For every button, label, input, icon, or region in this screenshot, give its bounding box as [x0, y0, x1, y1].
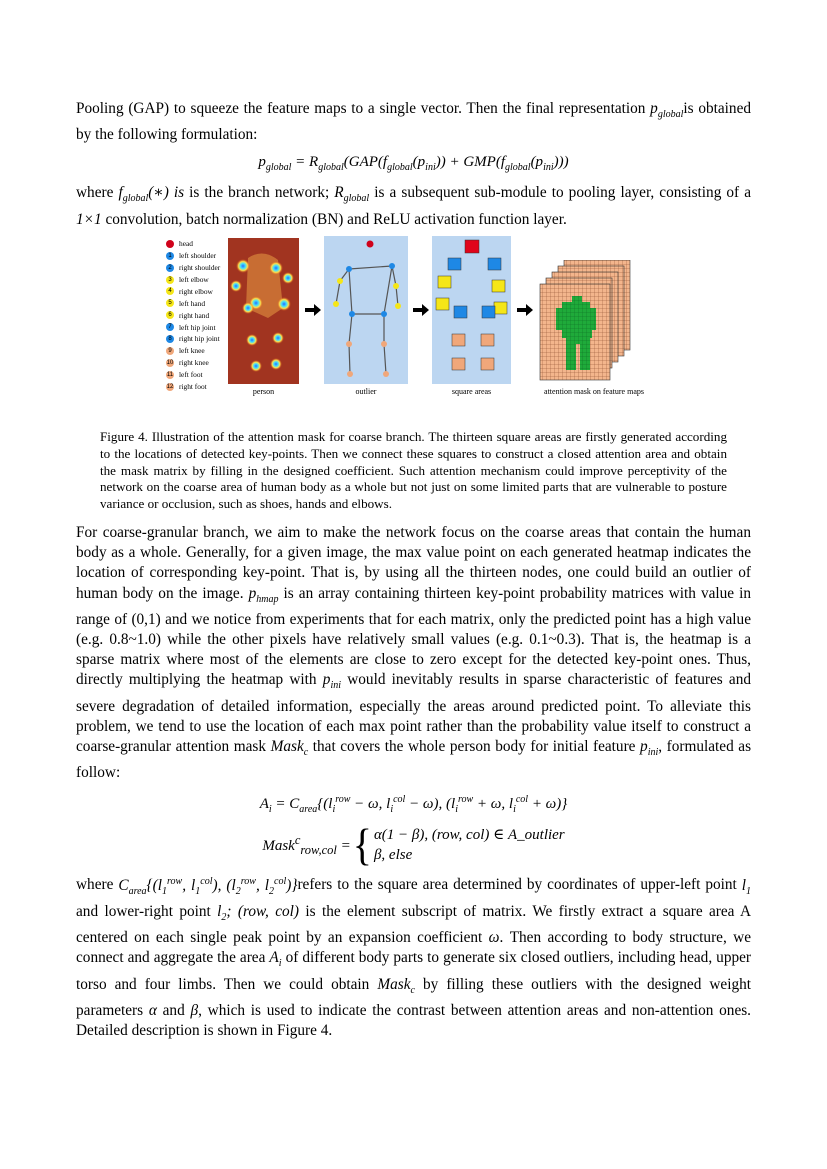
equation-case-1: α(1 − β), (row, col) ∈ A_outlier — [373, 827, 565, 844]
paragraph-square-area: where $C_{area}\{(l_1^{row}$, $l_1^{col}$), ($l_2^{row}$, $l_2^{col})\}refers$ to the square area determined by coordinates of upper-left point $l_1$ and lower-right point $l_2$; (row, col) is the element subscript of matrix. We firstly extract a square area A centered on each single peak point by an expansion coefficient ω. Then according to body structure, we connect and aggregate the area $A_i$ of different body parts to generate six closed outliers, including head, upper torso and four limbs. Then we could obtain Mask$_c$ by filling these outliers with the designed weight parameters α and β, which is used to indicate the contrast between attention areas and non-attention ones. Detailed description is shown in Figure 4. — [76, 875, 752, 1039]
legend-item — [166, 274, 236, 286]
legend-item — [166, 369, 236, 381]
text-span: 1×1 — [76, 210, 102, 228]
legend-label: right elbow — [179, 286, 213, 296]
panel-label-outlier: outlier — [355, 386, 377, 396]
legend-label: left hand — [179, 298, 206, 308]
arrow-right-icon — [413, 304, 429, 316]
equation-mask: Mask$^c_{row,col}$ = { α(1 − β), (row, col) ∈ A_outlier β, else — [262, 820, 565, 870]
keypoint-dot-icon: 9 — [166, 347, 174, 355]
legend-label: left foot — [179, 370, 203, 380]
keypoint-dot-icon — [166, 240, 174, 248]
keypoint-dot-icon: 7 — [166, 323, 174, 331]
arrow-right-icon — [305, 304, 321, 316]
keypoint-dot-icon: 10 — [166, 359, 174, 366]
keypoint-dot-icon: 6 — [166, 311, 174, 319]
legend-label: left knee — [179, 346, 205, 356]
keypoint-dot-icon: 1 — [166, 252, 174, 260]
legend-label: left shoulder — [179, 251, 217, 261]
keypoint-dot-icon: 5 — [166, 299, 174, 307]
legend-item — [166, 321, 236, 333]
legend-label: right foot — [179, 382, 207, 392]
page-content — [76, 99, 751, 1041]
equation-area: $A_i = C_{area}\{(l_i^{row} - \omega$, $l_i^{col} - \omega$), ($l_i^{row} + \omega$, $l_i^{col} + \omega$)} — [259, 794, 568, 816]
text-span: and — [162, 1001, 185, 1019]
keypoint-dot-icon: 12 — [166, 383, 174, 390]
paragraph-coarse-branch: For coarse-granular branch, we aim to make the network focus on the coarse areas that contain the human body as a whole. Generally, for a given image, the max value point on each generated heatmap indicates the location of corresponding key-point. That is, by using all the thirteen nodes, one could build an outlier of human body on the image. $p_{hmap}$ is an array containing thirteen key-point probability matrices with value in range of (0,1) and we notice from experiments that for each matrix, only the predicted point has a high value (e.g. 0.8~1.0) while the other pixels have relatively small values (e.g. 0.1~0.3). That is, the heatmap is a sparse matrix where most of the elements are close to zero except for the detected key-point ones. Thus, directly multiplying the heatmap with $p_{ini}$ would inevitably results in sparse characteristic of features and severe degradation of detailed information, especially the areas around predicted point. To alleviate this problem, we tend to use the location of each max point rather than the probability value itself to construct a coarse-granular attention mask Mask$_c$ that covers the whole person body for initial feature $p_{ini}$, formulated as follow: — [76, 523, 752, 782]
legend-item — [166, 333, 236, 345]
text-span: Pooling (GAP) to squeeze the feature maps to a single vector. Then the final representation — [76, 100, 646, 117]
text-span: would inevitably results in sparse characteristic of features and severe degradation of detailed information, especially the areas around predicted point. To alleviate this problem, we tend to use the location of each max point rather than the probability value itself to construct a coarse-granular attention mask — [76, 671, 752, 756]
legend-item — [166, 250, 236, 262]
person-heatmap — [228, 238, 299, 384]
paragraph-gap: Pooling (GAP) to squeeze the feature maps to a single vector. Then the final representation $p_{global}is$ obtained by the following formulation: — [76, 100, 752, 144]
text-span: by filling these outliers with the designed weight parameters — [76, 975, 752, 1019]
equation-pglobal: $p_{global} = R_{global}(GAP(f_{global}(p_{ini})) + GMP(f_{global}(p_{ini})))$ — [258, 154, 569, 174]
keypoint-dot-icon: 8 — [166, 335, 174, 343]
legend-label: right hand — [179, 310, 210, 320]
text-span: . Then according to body structure, we connect and aggregate the area — [76, 929, 751, 967]
legend-label: left elbow — [179, 275, 209, 285]
text-span: is obtained by the following formulation: — [76, 100, 752, 144]
keypoint-dot-icon: 2 — [166, 264, 174, 272]
text-span: is an array containing thirteen key-point probability matrices with value in range of (0,1) and we notice from experiments that for each matrix, only the predicted point has a high value (e.g. 0.8~1.0) while the other pixels have relatively small values (e.g. 0.1~0.3). That is, the heatmap is a sparse matrix where most of the elements are close to zero except for the detected key-point ones. Thus, directly multiplying the heatmap with — [76, 584, 752, 689]
legend-item — [166, 238, 236, 250]
text-span: is the branch network; — [189, 184, 330, 202]
panel-label-person: person — [252, 386, 275, 396]
legend-item — [166, 381, 236, 393]
keypoint-dot-icon: 3 — [166, 276, 174, 284]
legend-label: right knee — [179, 358, 209, 368]
keypoint-dot-icon: 4 — [166, 287, 174, 295]
text-span: , formulated as follow: — [76, 738, 752, 782]
legend-item — [166, 309, 236, 321]
figure-caption: Figure 4. Illustration of the attention mask for coarse branch. The thirteen square areas are firstly generated according to the locations of detected key-points. Then we connect these squares to construct a closed attention area and obtain the mask matrix by filling in the designed coefficient. Such attention mechanism could improve perceptivity of the network on the coarse area of human body as a whole but not just on some limited parts that are vulnerable to posture variance or occlusion, such as shoes, hands and elbows. — [100, 428, 727, 512]
panel-label-attention-mask: attention mask on feature maps — [544, 386, 644, 396]
text-span: convolution, batch normalization (BN) and ReLU activation function layer. — [105, 210, 567, 228]
legend-label: right hip joint — [179, 334, 220, 344]
legend-label: head — [179, 239, 193, 249]
legend-label: left hip joint — [179, 322, 216, 332]
arrow-right-icon — [517, 304, 533, 316]
paragraph-where: where $f_{global}(∗)$ is is the branch network; $R_{global}$ is a subsequent sub-module to pooling layer, consisting of a 1×1 convolution, batch normalization (BN) and ReLU activation function layer. — [76, 184, 751, 228]
attention-mask-stack — [534, 260, 634, 384]
legend-item — [166, 297, 236, 309]
text-span: For coarse-granular branch, we aim to make the network focus on the coarse areas that contain the human body as a whole. Generally, for a given image, the max value point on each generated heatmap indicates the location of corresponding key-point. That is, by using all the thirteen nodes, one could build an outlier of human body on the image. — [76, 523, 751, 602]
legend-item — [166, 357, 236, 369]
text-span: that covers the whole person body for initial feature — [312, 738, 636, 756]
legend-label: right shoulder — [179, 263, 221, 273]
text-span: is a subsequent sub-module to pooling layer, consisting of a — [374, 184, 751, 202]
square-areas — [432, 236, 511, 384]
text-span: where — [76, 876, 114, 894]
legend-item — [166, 345, 236, 357]
text-span: is the element subscript of matrix. We firstly extract a square area A centered on each single peak point by an expansion coefficient — [76, 902, 752, 947]
text-span: refers to the square area determined by coordinates of upper-left point — [297, 876, 737, 894]
figure-4 — [76, 236, 751, 411]
text-span: , which is used to indicate the contrast between attention areas and non-attention ones. Detailed description is shown in Figure 4. — [76, 1001, 752, 1039]
legend-item — [166, 262, 236, 274]
keypoint-legend — [166, 238, 236, 393]
panel-label-square-areas: square areas — [451, 386, 492, 396]
text-span: where — [76, 184, 114, 202]
legend-item — [166, 285, 236, 297]
keypoint-dot-icon: 11 — [166, 371, 174, 378]
equation-case-2: β, else — [373, 847, 413, 864]
outlier-skeleton — [324, 236, 408, 384]
text-span: of different body parts to generate six closed outliers, including head, upper torso and four limbs. Then we could obtain — [76, 949, 751, 993]
text-span: and lower-right point — [76, 902, 211, 920]
